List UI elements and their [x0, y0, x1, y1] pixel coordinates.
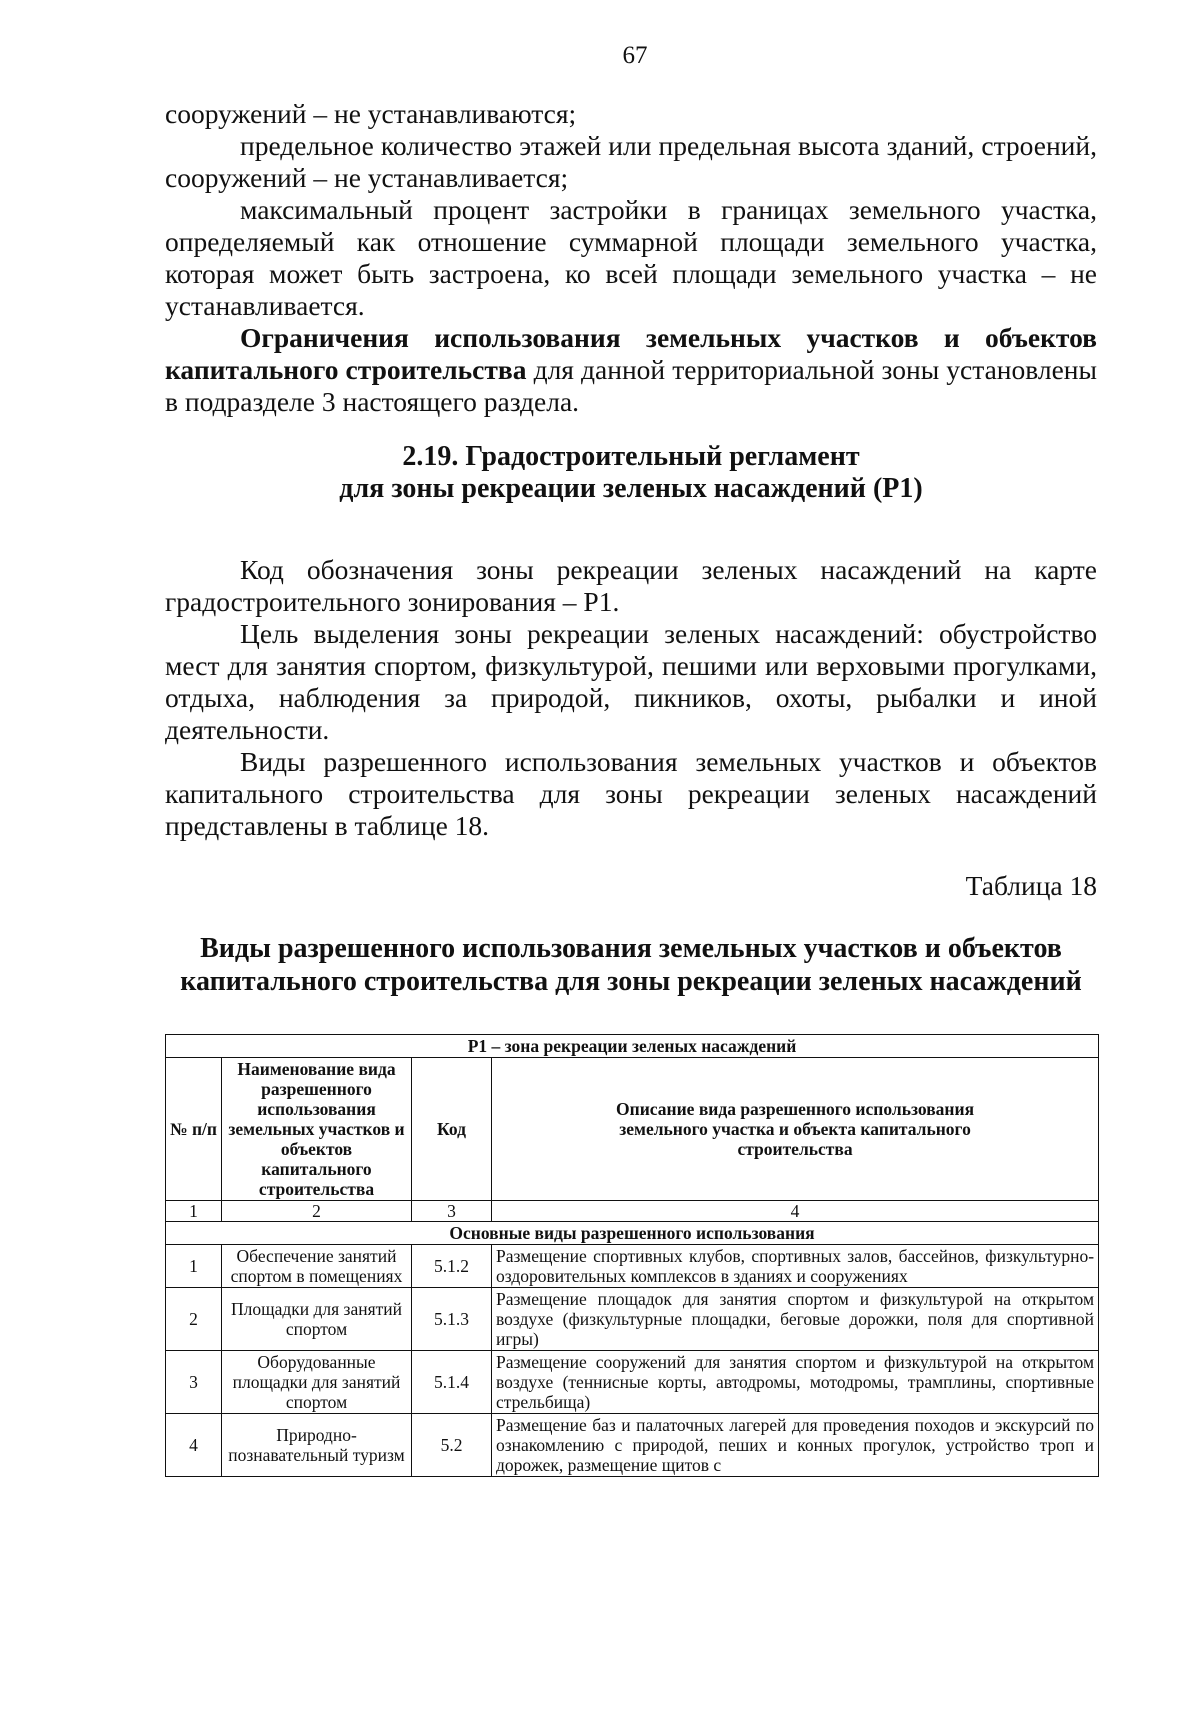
paragraph: сооружений – не устанавливаются; — [165, 98, 577, 129]
table-row — [166, 1288, 1099, 1351]
group-header-row — [166, 1222, 1099, 1245]
section-heading-line1: 2.19. Градостроительный регламент — [402, 441, 860, 472]
table-title-line1: Виды разрешенного использования земельных участков и объектов — [200, 933, 1062, 964]
section-heading — [165, 441, 1097, 505]
section-heading-line2: для зоны рекреации зеленых насаждений (Р1) — [339, 473, 923, 504]
page-number: 67 — [622, 42, 648, 69]
col-desc-header: Описание вида разрешенного использования земельного участка и объекта капитального строительства — [492, 1058, 1099, 1201]
row-name: Оборудованные площадки для занятий спортом — [222, 1351, 412, 1414]
section-paragraph: Цель выделения зоны рекреации зеленых насаждений: обустройство мест для занятия спортом, физкультурой, пешими или верховыми прогулками, отдыха, наблюдения за природой, пикников, охоты, рыбалки и иной деятельности. — [165, 618, 1097, 745]
col-num-header: № п/п — [166, 1058, 222, 1201]
table-row — [166, 1245, 1099, 1288]
paragraph: максимальный процент застройки в границах земельного участка, определяемый как отношение суммарной площади земельного участка, которая может быть застроена, ко всей площади земельного участка – не устанавливается. — [165, 194, 1097, 321]
row-desc: Размещение спортивных клубов, спортивных залов, бассейнов, физкультурно-оздоровительных комплексов в зданиях и сооружениях — [492, 1245, 1099, 1288]
col-code-header: Код — [412, 1058, 492, 1201]
paragraph: предельное количество этажей или предельная высота зданий, строений, сооружений – не устанавливается; — [165, 130, 1097, 193]
col-name-header: Наименование вида разрешенного использования земельных участков и объектов капитального строительства — [222, 1058, 412, 1201]
col-index: 3 — [412, 1201, 492, 1222]
table-title — [165, 932, 1097, 998]
row-code: 5.2 — [412, 1414, 492, 1477]
row-num: 2 — [166, 1288, 222, 1351]
col-index: 4 — [492, 1201, 1099, 1222]
row-num: 4 — [166, 1414, 222, 1477]
group-header: Основные виды разрешенного использования — [166, 1222, 1099, 1245]
restrictions-bold: Ограничения использования земельных участков и объектов капитального строительства — [165, 322, 1097, 385]
section-paragraph: Виды разрешенного использования земельных участков и объектов капитального строительства для зоны рекреации зеленых насаждений представлены в таблице 18. — [165, 746, 1097, 841]
row-num: 3 — [166, 1351, 222, 1414]
row-desc: Размещение площадок для занятия спортом и физкультурой на открытом воздухе (физкультурные площадки, беговые дорожки, поля для спортивной игры) — [492, 1288, 1099, 1351]
table-row — [166, 1414, 1099, 1477]
row-desc: Размещение баз и палаточных лагерей для проведения походов и экскурсий по ознакомлению с природой, пеших и конных прогулок, устройство троп и дорожек, размещение щитов с — [492, 1414, 1099, 1477]
table-label: Таблица 18 — [965, 870, 1097, 901]
row-code: 5.1.2 — [412, 1245, 492, 1288]
row-name: Природно-познавательный туризм — [222, 1414, 412, 1477]
column-index-row — [166, 1201, 1099, 1222]
zone-header: Р1 – зона рекреации зеленых насаждений — [166, 1035, 1099, 1058]
section-paragraph: Код обозначения зоны рекреации зеленых насаждений на карте градостроительного зонирования – Р1. — [165, 554, 1097, 617]
zone-header-row — [166, 1035, 1099, 1058]
column-header-row — [166, 1058, 1099, 1201]
body-text — [165, 98, 1097, 418]
restrictions-paragraph — [165, 322, 1097, 418]
row-desc: Размещение сооружений для занятия спортом и физкультурой на открытом воздухе (теннисные корты, автодромы, мотодромы, трамплины, спортивные стрельбища) — [492, 1351, 1099, 1414]
row-name: Обеспечение занятий спортом в помещениях — [222, 1245, 412, 1288]
table-row — [166, 1351, 1099, 1414]
section-body — [165, 554, 1097, 842]
row-code: 5.1.3 — [412, 1288, 492, 1351]
row-code: 5.1.4 — [412, 1351, 492, 1414]
table-title-line2: капитального строительства для зоны рекреации зеленых насаждений — [180, 966, 1082, 997]
restrictions-rest: для данной территориальной зоны установлены в подразделе 3 настоящего раздела. — [165, 354, 1097, 417]
row-name: Площадки для занятий спортом — [222, 1288, 412, 1351]
permitted-use-table — [165, 1034, 1099, 1477]
col-index: 1 — [166, 1201, 222, 1222]
row-num: 1 — [166, 1245, 222, 1288]
col-index: 2 — [222, 1201, 412, 1222]
